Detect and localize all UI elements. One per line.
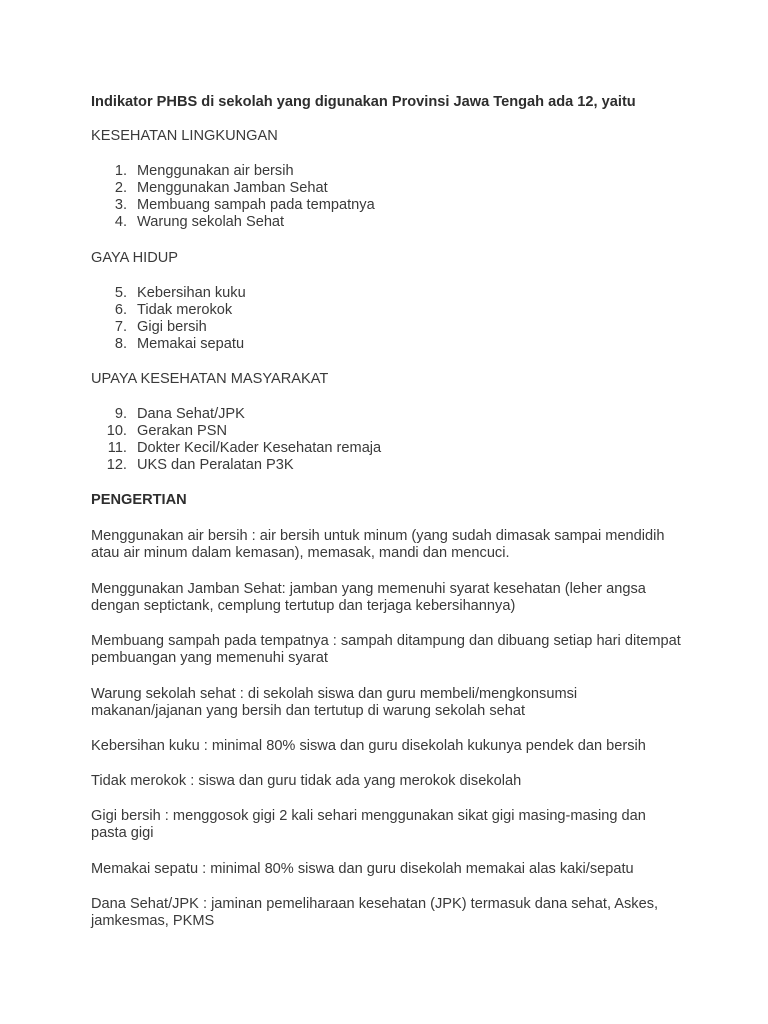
paragraph-line: jamkesmas, PKMS [91,913,215,929]
section-heading-kesehatan-lingkungan: KESEHATAN LINGKUNGAN [91,128,278,144]
list-item: Warung sekolah Sehat [137,214,285,230]
paragraph-line: pasta gigi [91,825,154,841]
list-number: 4. [114,214,127,230]
list-number: 5. [114,285,127,301]
paragraph-line: Menggunakan air bersih : air bersih untuk minum (yang sudah dimasak sampai mendidih [91,528,665,544]
list-number: 10. [106,423,127,439]
paragraph-line: Dana Sehat/JPK : jaminan pemeliharaan kesehatan (JPK) termasuk dana sehat, Askes, [91,896,659,912]
list-item: Gerakan PSN [137,423,228,439]
list-item: Kebersihan kuku [137,285,246,301]
paragraph-line: Gigi bersih : menggosok gigi 2 kali sehari menggunakan sikat gigi masing-masing dan [91,808,646,824]
paragraph-line: atau air minum dalam kemasan), memasak, mandi dan mencuci. [91,545,510,561]
paragraph-line: dengan septictank, cemplung tertutup dan terjaga kebersihannya) [91,598,516,614]
paragraph-line: Tidak merokok : siswa dan guru tidak ada yang merokok disekolah [91,773,522,789]
list-number: 7. [114,319,127,335]
document-title: Indikator PHBS di sekolah yang digunakan Provinsi Jawa Tengah ada 12, yaitu [91,94,636,110]
section-heading-pengertian: PENGERTIAN [91,492,187,508]
list-number: 8. [114,336,127,352]
list-item: Dana Sehat/JPK [137,406,245,422]
list-item: Memakai sepatu [137,336,245,352]
paragraph-line: Kebersihan kuku : minimal 80% siswa dan guru disekolah kukunya pendek dan bersih [91,738,646,754]
list-item: UKS dan Peralatan P3K [137,457,294,473]
section-heading-gaya-hidup: GAYA HIDUP [91,250,179,266]
paragraph-line: pembuangan yang memenuhi syarat [91,650,328,666]
section-heading-upaya-kesehatan-masyarakat: UPAYA KESEHATAN MASYARAKAT [91,371,329,387]
list-item: Menggunakan Jamban Sehat [137,180,328,196]
paragraph-line: Membuang sampah pada tempatnya : sampah ditampung dan dibuang setiap hari ditempat [91,633,681,649]
paragraph-line: Menggunakan Jamban Sehat: jamban yang memenuhi syarat kesehatan (leher angsa [91,581,646,597]
paragraph-line: makanan/jajanan yang bersih dan tertutup di warung sekolah sehat [91,703,526,719]
list-item: Gigi bersih [137,319,207,335]
paragraph-line: Warung sekolah sehat : di sekolah siswa dan guru membeli/mengkonsumsi [91,686,578,702]
list-item: Dokter Kecil/Kader Kesehatan remaja [137,440,382,456]
list-item: Menggunakan air bersih [137,163,294,179]
list-number: 11. [107,440,127,456]
list-number: 9. [114,406,127,422]
list-item: Tidak merokok [137,302,233,318]
list-number: 2. [114,180,127,196]
list-number: 6. [114,302,127,318]
list-number: 3. [114,197,127,213]
list-number: 12. [106,457,127,473]
list-item: Membuang sampah pada tempatnya [137,197,375,213]
list-number: 1. [114,163,127,179]
paragraph-line: Memakai sepatu : minimal 80% siswa dan guru disekolah memakai alas kaki/sepatu [91,861,634,877]
